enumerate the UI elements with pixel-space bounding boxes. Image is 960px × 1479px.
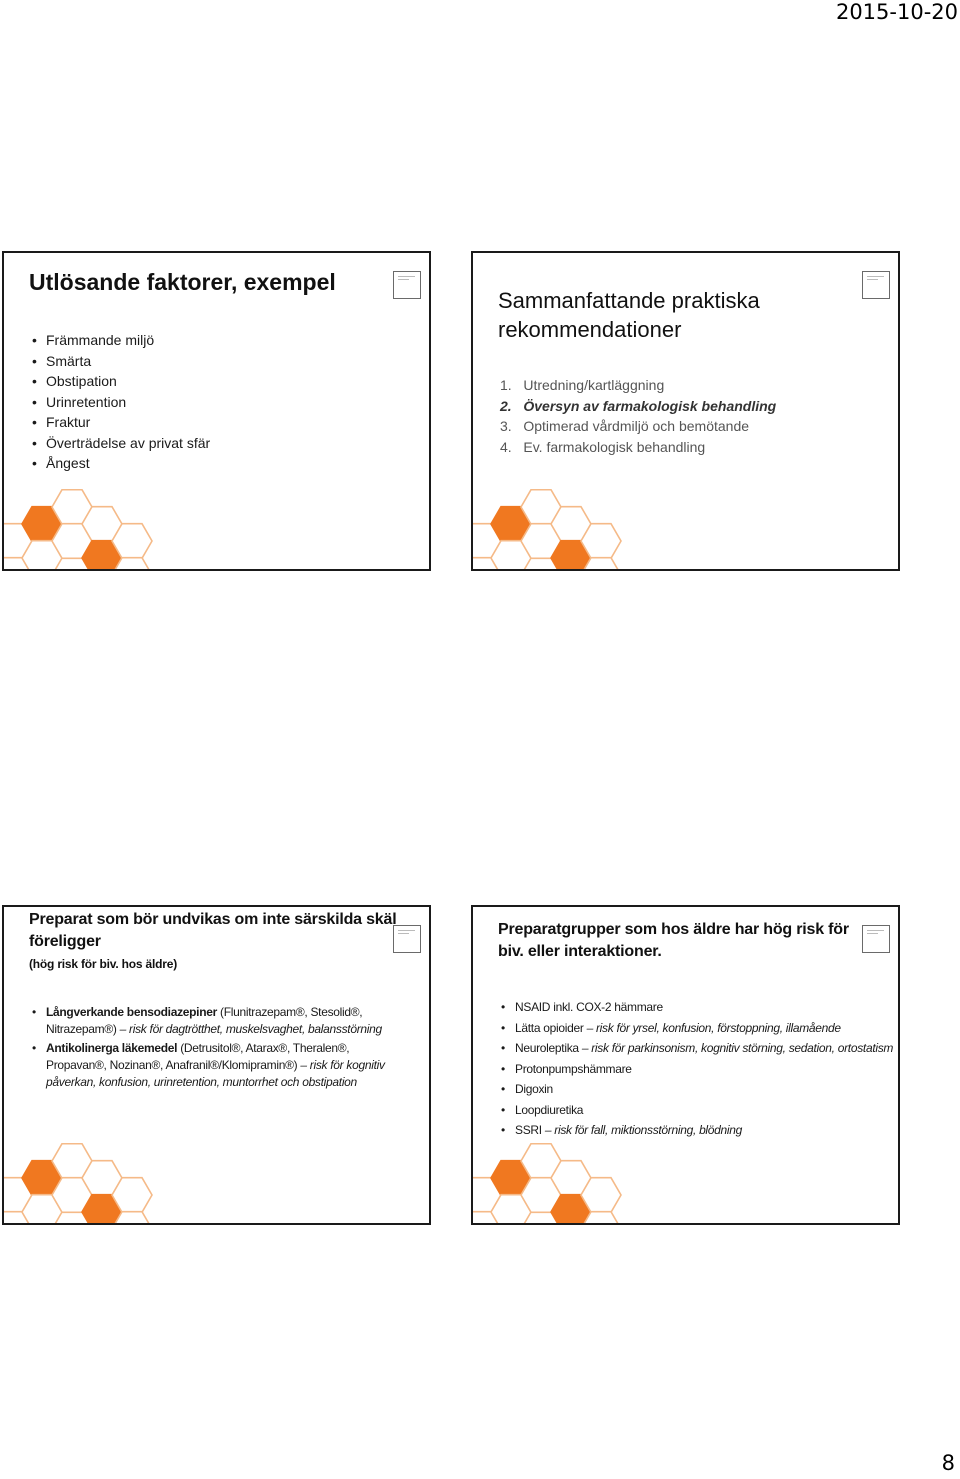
slide-subtitle: (hög risk för biv. hos äldre)	[29, 957, 177, 971]
list-item: • Digoxin	[501, 1081, 900, 1098]
list-item: • Ångest	[32, 453, 210, 474]
list-item: • Främmande miljö	[32, 330, 210, 351]
list-item: • Långverkande bensodiazepiner (Flunitrazepam®, Stesolid®, Nitrazepam®) – risk för dagtrötthet, muskelsvaghet, balansstörning	[32, 1004, 412, 1038]
list-item: 4. Ev. farmakologisk behandling	[500, 438, 706, 455]
page-number: 8	[941, 1451, 955, 1475]
slide-3	[2, 905, 431, 1225]
list-item: • Neuroleptika – risk för parkinsonism, kognitiv störning, sedation, ortostatism	[501, 1040, 900, 1057]
list-item: • Smärta	[32, 351, 210, 372]
slide-4	[471, 905, 900, 1225]
slide-title: Utlösande faktorer, exempel	[29, 269, 336, 295]
bullet-list	[32, 330, 210, 474]
list-item: • Lätta opioider – risk för yrsel, konfusion, förstoppning, illamående	[501, 1020, 900, 1037]
hexagon-decoration-icon	[473, 489, 623, 569]
list-item: • Loopdiuretika	[501, 1102, 900, 1119]
list-item: • Överträdelse av privat sfär	[32, 433, 210, 454]
list-item: • Protonpumpshämmare	[501, 1061, 900, 1078]
logo-placeholder-icon	[393, 271, 421, 299]
logo-placeholder-icon	[862, 271, 890, 299]
numbered-list	[500, 375, 776, 457]
slide-1	[2, 251, 431, 571]
bullet-list	[501, 999, 900, 1143]
bullet-list	[32, 1004, 412, 1093]
list-item: • Obstipation	[32, 371, 210, 392]
list-item: 3. Optimerad vårdmiljö och bemötande	[500, 418, 750, 434]
document-date: 2015-10-20	[835, 0, 958, 24]
list-item: 1. Utredning/kartläggning	[500, 377, 665, 393]
slide-2	[471, 251, 900, 571]
hexagon-decoration-icon	[473, 1143, 623, 1223]
list-item: • SSRI – risk för fall, miktionsstörning, blödning	[501, 1122, 900, 1139]
hexagon-decoration-icon	[4, 1143, 154, 1223]
list-item: • NSAID inkl. COX-2 hämmare	[501, 999, 900, 1016]
slide-title	[29, 909, 409, 975]
list-item: 2. Översyn av farmakologisk behandling	[500, 397, 777, 414]
slide-title: Sammanfattande praktiska rekommendationer	[498, 288, 760, 342]
hexagon-decoration-icon	[4, 489, 154, 569]
list-item: • Fraktur	[32, 412, 210, 433]
list-item: • Antikolinerga läkemedel (Detrusitol®, Atarax®, Theralen®, Propavan®, Nozinan®, Anafranil®/Klomipramin®) – risk för kognitiv påverkan, konfusion, urinretention, muntorrhet och obstipation	[32, 1040, 412, 1091]
list-item: • Urinretention	[32, 392, 210, 413]
slide-title-text: Preparat som bör undvikas om inte särskilda skäl föreligger	[29, 911, 397, 950]
slide-title: Preparatgrupper som hos äldre har hög risk för biv. eller interaktioner.	[498, 921, 849, 960]
